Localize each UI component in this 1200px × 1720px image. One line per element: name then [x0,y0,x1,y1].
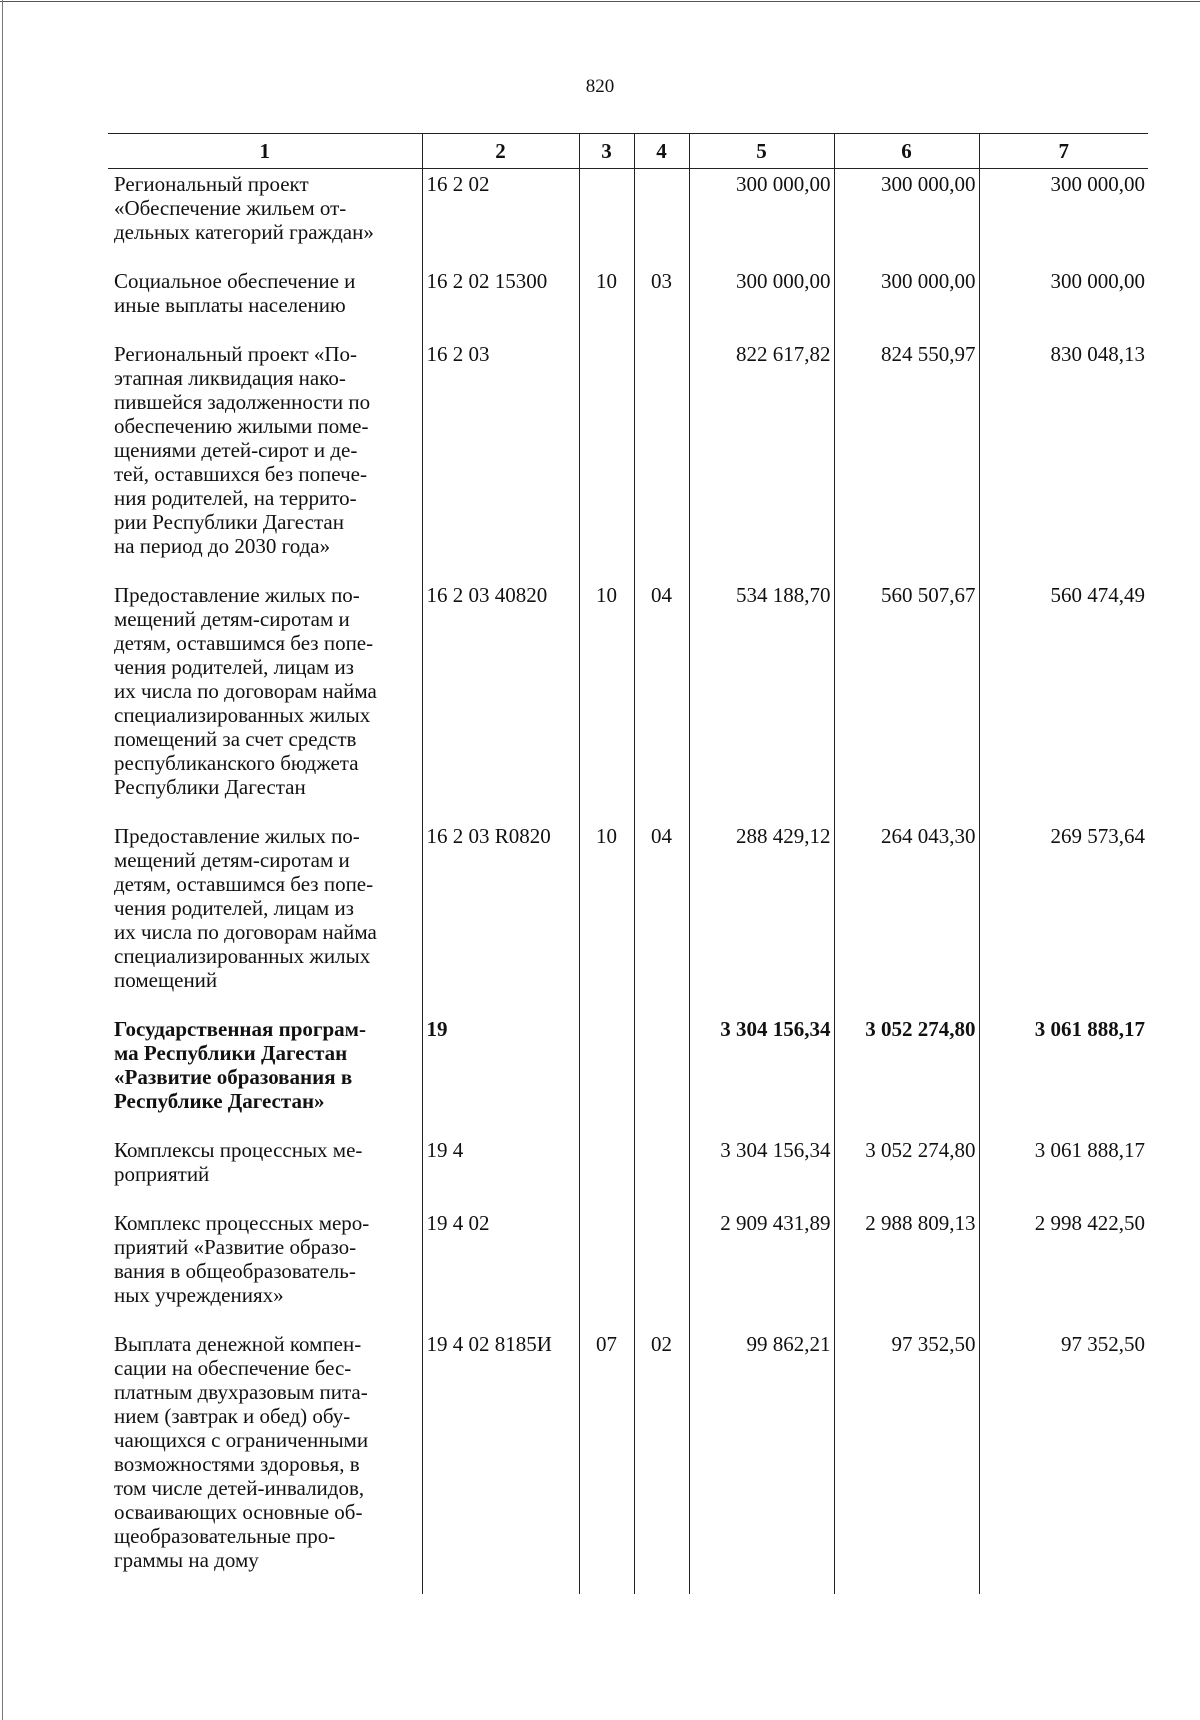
row-section-cell [579,169,634,267]
table-row [108,339,1148,580]
row-subsection-cell: 02 [634,1329,689,1594]
row-value-col5-cell: 288 429,12 [689,821,834,1014]
row-subsection-cell [634,1135,689,1208]
row-code-cell: 19 4 [422,1135,579,1208]
row-subsection-cell: 04 [634,821,689,1014]
table-header [108,134,1148,169]
row-section-cell [579,1135,634,1208]
row-code-cell: 16 2 02 15300 [422,266,579,339]
row-name-cell: Выплата денежной компен- сации на обеспечение бес- платным двухразовым пита- нием (завтрак и обед) обу- чающихся с ограниченными возможностями здоровья, в том числе детей-инвалидов, осваивающих основные об- щеобразовательные про- граммы на дому [108,1329,422,1594]
header-row [108,134,1148,169]
row-value-col7-cell: 269 573,64 [979,821,1148,1014]
row-section-cell: 10 [579,821,634,1014]
row-section-cell: 10 [579,266,634,339]
row-value-col5-cell: 99 862,21 [689,1329,834,1594]
table-body [108,169,1148,1595]
row-value-col6-cell: 2 988 809,13 [834,1208,979,1329]
row-code-cell: 19 [422,1014,579,1135]
row-value-col6-cell: 560 507,67 [834,580,979,821]
row-value-col7-cell: 2 998 422,50 [979,1208,1148,1329]
row-section-cell: 07 [579,1329,634,1594]
row-value-col6-cell: 300 000,00 [834,266,979,339]
row-value-col6-cell: 264 043,30 [834,821,979,1014]
row-value-col7-cell: 300 000,00 [979,169,1148,267]
header-cell-1: 1 [108,134,422,169]
row-code-cell: 16 2 03 [422,339,579,580]
row-name-cell: Социальное обеспечение и иные выплаты населению [108,266,422,339]
header-cell-4: 4 [634,134,689,169]
row-value-col7-cell: 3 061 888,17 [979,1135,1148,1208]
row-value-col7-cell: 830 048,13 [979,339,1148,580]
row-subsection-cell [634,1014,689,1135]
row-subsection-cell [634,339,689,580]
row-value-col5-cell: 300 000,00 [689,266,834,339]
row-code-cell: 16 2 03 R0820 [422,821,579,1014]
header-cell-2: 2 [422,134,579,169]
row-subsection-cell: 04 [634,580,689,821]
table-row [108,580,1148,821]
table-row [108,1135,1148,1208]
row-subsection-cell: 03 [634,266,689,339]
row-value-col6-cell: 97 352,50 [834,1329,979,1594]
header-cell-6: 6 [834,134,979,169]
row-code-cell: 16 2 03 40820 [422,580,579,821]
header-cell-3: 3 [579,134,634,169]
budget-table [108,133,1148,1594]
table-row [108,1208,1148,1329]
row-section-cell [579,339,634,580]
header-cell-7: 7 [979,134,1148,169]
row-value-col6-cell: 3 052 274,80 [834,1014,979,1135]
row-section-cell: 10 [579,580,634,821]
row-name-cell: Предоставление жилых по- мещений детям-сиротам и детям, оставшимся без попе- чения родителей, лицам из их числа по договорам найма специализированных жилых помещений за счет средств республиканского бюджета Республики Дагестан [108,580,422,821]
row-value-col7-cell: 560 474,49 [979,580,1148,821]
row-subsection-cell [634,1208,689,1329]
table-row [108,1014,1148,1135]
row-value-col6-cell: 300 000,00 [834,169,979,267]
table-row [108,821,1148,1014]
row-value-col5-cell: 3 304 156,34 [689,1014,834,1135]
row-name-cell: Государственная програм- ма Республики Дагестан «Развитие образования в Республике Дагестан» [108,1014,422,1135]
top-border-line [0,1,1200,2]
row-name-cell: Комплекс процессных меро- приятий «Развитие образо- вания в общеобразователь- ных учреждениях» [108,1208,422,1329]
row-value-col5-cell: 822 617,82 [689,339,834,580]
row-value-col5-cell: 3 304 156,34 [689,1135,834,1208]
row-value-col6-cell: 3 052 274,80 [834,1135,979,1208]
row-code-cell: 19 4 02 [422,1208,579,1329]
row-name-cell: Комплексы процессных ме- роприятий [108,1135,422,1208]
row-value-col6-cell: 824 550,97 [834,339,979,580]
row-value-col7-cell: 97 352,50 [979,1329,1148,1594]
row-value-col5-cell: 534 188,70 [689,580,834,821]
row-name-cell: Региональный проект «По- этапная ликвидация нако- пившейся задолженности по обеспечению жилыми поме- щениями детей-сирот и де- тей, оставшихся без попече- ния родителей, на террито- рии Республики Дагестан на период до 2030 года» [108,339,422,580]
header-cell-5: 5 [689,134,834,169]
row-code-cell: 16 2 02 [422,169,579,267]
row-name-cell: Предоставление жилых по- мещений детям-сиротам и детям, оставшимся без попе- чения родителей, лицам из их числа по договорам найма специализированных жилых помещений [108,821,422,1014]
row-value-col7-cell: 300 000,00 [979,266,1148,339]
table-row [108,1329,1148,1594]
row-code-cell: 19 4 02 8185И [422,1329,579,1594]
row-value-col7-cell: 3 061 888,17 [979,1014,1148,1135]
row-section-cell [579,1208,634,1329]
row-value-col5-cell: 2 909 431,89 [689,1208,834,1329]
left-border-line [2,0,3,1720]
table-row [108,169,1148,267]
row-value-col5-cell: 300 000,00 [689,169,834,267]
page-number: 820 [585,76,615,97]
row-name-cell: Региональный проект «Обеспечение жильем от- дельных категорий граждан» [108,169,422,267]
row-section-cell [579,1014,634,1135]
table-row [108,266,1148,339]
row-subsection-cell [634,169,689,267]
